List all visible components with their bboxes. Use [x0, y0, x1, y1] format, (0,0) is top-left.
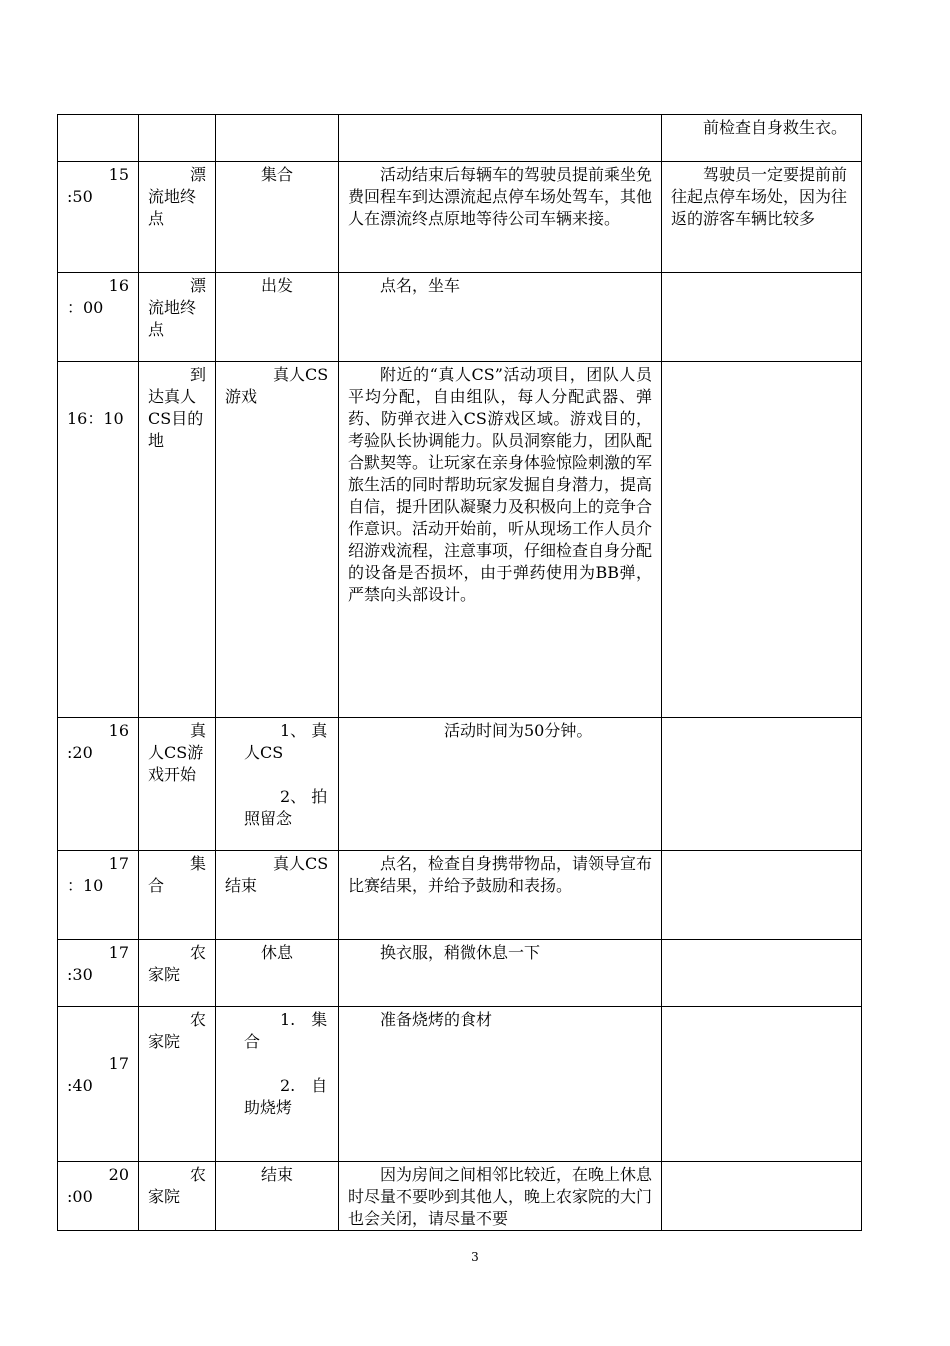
desc-cell: 点名，检查自身携带物品，请领导宣布比赛结果，并给予鼓励和表扬。	[339, 851, 662, 940]
time-cell	[58, 273, 139, 362]
time-minute: :00	[67, 1187, 93, 1206]
time-cell	[58, 851, 139, 940]
table-row	[58, 851, 862, 940]
note-cell	[662, 718, 862, 851]
note-cell: 驾驶员一定要提前前往起点停车场处，因为往返的游客车辆比较多	[662, 162, 862, 273]
time-hour: 15	[108, 165, 129, 184]
page-number: 3	[471, 1250, 479, 1264]
schedule-table	[57, 114, 862, 1231]
place-rest: 家院	[148, 1187, 181, 1206]
desc-cell	[339, 115, 662, 162]
place-rest: 家院	[148, 1032, 181, 1051]
time-minute: ：10	[67, 876, 104, 895]
note-cell: 前检查自身救生衣。	[662, 115, 862, 162]
desc-cell: 准备烧烤的食材	[339, 1007, 662, 1162]
item-cell	[216, 115, 339, 162]
time-value: 16：10	[67, 409, 124, 428]
place-cell	[139, 940, 216, 1007]
note-cell	[662, 362, 862, 718]
time-cell	[58, 1162, 139, 1231]
time-hour: 17	[108, 943, 129, 962]
item-cell	[216, 1007, 339, 1162]
table-row	[58, 162, 862, 273]
item-cell	[216, 718, 339, 851]
place-rest: 家院	[148, 965, 181, 984]
item-cell: 真人CS结束	[216, 851, 339, 940]
item-line-2a: 2. 自	[280, 1076, 328, 1095]
time-minute: :40	[67, 1076, 93, 1095]
table-row	[58, 362, 862, 718]
item-cell: 真人CS游戏	[216, 362, 339, 718]
time-hour: 20	[108, 1165, 129, 1184]
time-cell	[58, 115, 139, 162]
time-hour: 17	[108, 854, 129, 873]
item-cell: 出发	[216, 273, 339, 362]
time-hour: 16	[108, 276, 129, 295]
table-row	[58, 273, 862, 362]
place-cell	[139, 718, 216, 851]
time-minute: ：00	[67, 298, 104, 317]
time-minute: :20	[67, 743, 93, 762]
place-cell	[139, 851, 216, 940]
place-first: 农	[189, 1165, 206, 1184]
desc-cell: 点名，坐车	[339, 273, 662, 362]
table-row	[58, 940, 862, 1007]
place-cell	[139, 115, 216, 162]
note-cell	[662, 851, 862, 940]
item-cell: 集合	[216, 162, 339, 273]
item-line-2b: 助烧烤	[244, 1098, 293, 1117]
item-line-2a: 2、 拍	[280, 787, 328, 806]
desc-cell: 换衣服，稍微休息一下	[339, 940, 662, 1007]
place-first: 集	[189, 854, 206, 873]
table-row	[58, 115, 862, 162]
item-line-1a: 1、 真	[280, 721, 328, 740]
place-first: 农	[189, 943, 206, 962]
time-cell	[58, 1007, 139, 1162]
place-rest: 流地终点	[148, 187, 197, 228]
item-line-1b: 合	[244, 1032, 261, 1051]
item-line-1a: 1. 集	[280, 1010, 328, 1029]
time-hour: 16	[108, 721, 129, 740]
place-first: 真	[189, 721, 206, 740]
note-cell	[662, 273, 862, 362]
place-rest: 达真人CS目的地	[148, 387, 204, 450]
time-cell	[58, 940, 139, 1007]
note-cell	[662, 1007, 862, 1162]
table-row	[58, 1007, 862, 1162]
time-cell	[58, 362, 139, 718]
time-hour: 17	[108, 1054, 129, 1073]
place-cell	[139, 1162, 216, 1231]
desc-cell: 因为房间之间相邻比较近，在晚上休息时尽量不要吵到其他人，晚上农家院的大门也会关闭，请尽量不要	[339, 1162, 662, 1231]
place-rest: 人CS游戏开始	[148, 743, 204, 784]
table-row	[58, 718, 862, 851]
time-minute: :30	[67, 965, 93, 984]
place-first: 到	[189, 365, 206, 384]
place-cell	[139, 162, 216, 273]
desc-cell: 活动时间为50分钟。	[339, 718, 662, 851]
place-first: 农	[189, 1010, 206, 1029]
note-cell	[662, 940, 862, 1007]
time-cell	[58, 718, 139, 851]
place-cell	[139, 273, 216, 362]
note-cell	[662, 1162, 862, 1231]
item-line-2b: 照留念	[244, 809, 293, 828]
desc-cell: 活动结束后每辆车的驾驶员提前乘坐免费回程车到达漂流起点停车场处驾车，其他人在漂流终点原地等待公司车辆来接。	[339, 162, 662, 273]
table-row	[58, 1162, 862, 1231]
item-cell: 休息	[216, 940, 339, 1007]
time-minute: :50	[67, 187, 93, 206]
place-first: 漂	[189, 276, 206, 295]
place-cell	[139, 1007, 216, 1162]
place-rest: 合	[148, 876, 165, 895]
time-cell	[58, 162, 139, 273]
place-cell	[139, 362, 216, 718]
desc-cell: 附近的“真人CS”活动项目，团队人员平均分配，自由组队，每人分配武器、弹药、防弹衣进入CS游戏区域。游戏目的，考验队长协调能力。队员洞察能力，团队配合默契等。让玩家在亲身体验惊险刺激的军旅生活的同时帮助玩家发掘自身潜力，提高自信，提升团队凝聚力及积极向上的竞争合作意识。活动开始前，听从现场工作人员介绍游戏流程，注意事项，仔细检查自身分配的设备是否损坏，由于弹药使用为BB弹，严禁向头部设计。	[339, 362, 662, 718]
place-rest: 流地终点	[148, 298, 197, 339]
place-first: 漂	[189, 165, 206, 184]
item-cell: 结束	[216, 1162, 339, 1231]
item-line-1b: 人CS	[244, 743, 284, 762]
